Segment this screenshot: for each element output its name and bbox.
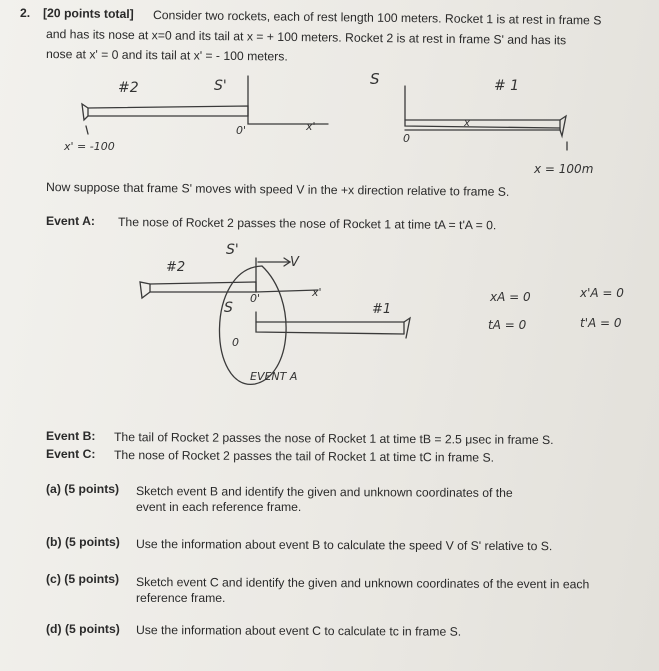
sketch1-rocket1-label: # 1 (494, 78, 520, 94)
event-a-rocket1-label: #1 (372, 302, 392, 317)
intro-line-2: and has its nose at x=0 and its tail at x = + 100 meters. Rocket 2 is at rest in frame S' and has its (45, 27, 567, 48)
part-b-line-1: Use the information about event B to calculate the speed V of S' relative to S. (135, 537, 553, 554)
event-a-label: Event A: (46, 214, 95, 228)
event-a-circle (219, 266, 286, 384)
part-a-line-1: Sketch event B and identify the given and unknown coordinates of the (135, 484, 513, 500)
part-a-line-2: event in each reference frame. (136, 500, 302, 514)
intro-line-3: nose at x' = 0 and its tail at x' = - 100 meters. (45, 47, 288, 64)
event-a-rocket-2-body (150, 282, 256, 292)
part-d-label: (d) (5 points) (46, 622, 120, 636)
part-c-line-2: reference frame. (136, 591, 226, 605)
part-a-label: (a) (5 points) (46, 482, 120, 496)
event-a-ta: tA = 0 (488, 318, 527, 332)
event-a-origin-prime: 0' (250, 292, 261, 305)
event-a-velocity-label: V (290, 255, 299, 270)
sketch1-origin: 0 (403, 132, 410, 145)
sketch1-x-prime-tail: x' = -100 (64, 140, 115, 153)
part-d-line-1: Use the information about event C to calculate tc in frame S. (135, 623, 462, 639)
event-a-rocket-1-tail (404, 318, 410, 338)
problem-header: [20 points total] (42, 6, 134, 22)
event-c-description: The nose of Rocket 2 passes the tail of Rocket 1 at time tC in frame S. (113, 448, 495, 465)
part-b-label: (b) (5 points) (46, 535, 120, 549)
event-a-s-prime-axes (256, 258, 318, 292)
sketch1-rocket2-label: #2 (118, 80, 139, 96)
sketch1-x-prime-axis: x' (306, 120, 316, 133)
event-c-label: Event C: (46, 447, 96, 461)
event-b-label: Event B: (46, 429, 96, 443)
event-b-description: The tail of Rocket 2 passes the nose of Rocket 1 at time tB = 2.5 μsec in frame S. (113, 430, 554, 448)
event-a-rocket2-label: #2 (166, 260, 186, 275)
event-a-rocket-2-tail (140, 282, 150, 298)
part-c-label: (c) (5 points) (46, 572, 120, 586)
sketch1-s-label: S (370, 70, 380, 88)
sketch1-x-tail: x = 100m (534, 162, 594, 176)
event-a-xa: xA = 0 (490, 290, 531, 304)
event-a-origin: 0 (232, 336, 239, 349)
event-a-ta-prime: t'A = 0 (580, 316, 622, 330)
event-a-s-prime-label: S' (226, 242, 239, 258)
event-a-s-label: S (224, 300, 233, 316)
intro-line-1: Consider two rockets, each of rest length 100 meters. Rocket 1 is at rest in frame S (152, 8, 602, 28)
suppose-line: Now suppose that frame S' moves with speed V in the +x direction relative to frame S. (45, 180, 510, 199)
sketch1-origin-prime: 0' (236, 124, 247, 137)
event-a-x-prime-axis: x' (312, 286, 322, 299)
sketch1-x-axis: x (464, 118, 470, 129)
problem-number: 2. (20, 6, 31, 20)
sketch1-s-prime-label: S' (214, 78, 227, 94)
event-a-note: EVENT A (250, 370, 298, 383)
event-a-xa-prime: x'A = 0 (580, 286, 624, 300)
event-a-description: The nose of Rocket 2 passes the nose of Rocket 1 at time tA = t'A = 0. (117, 215, 497, 233)
part-c-line-1: Sketch event C and identify the given and unknown coordinates of the event in each (135, 575, 590, 592)
